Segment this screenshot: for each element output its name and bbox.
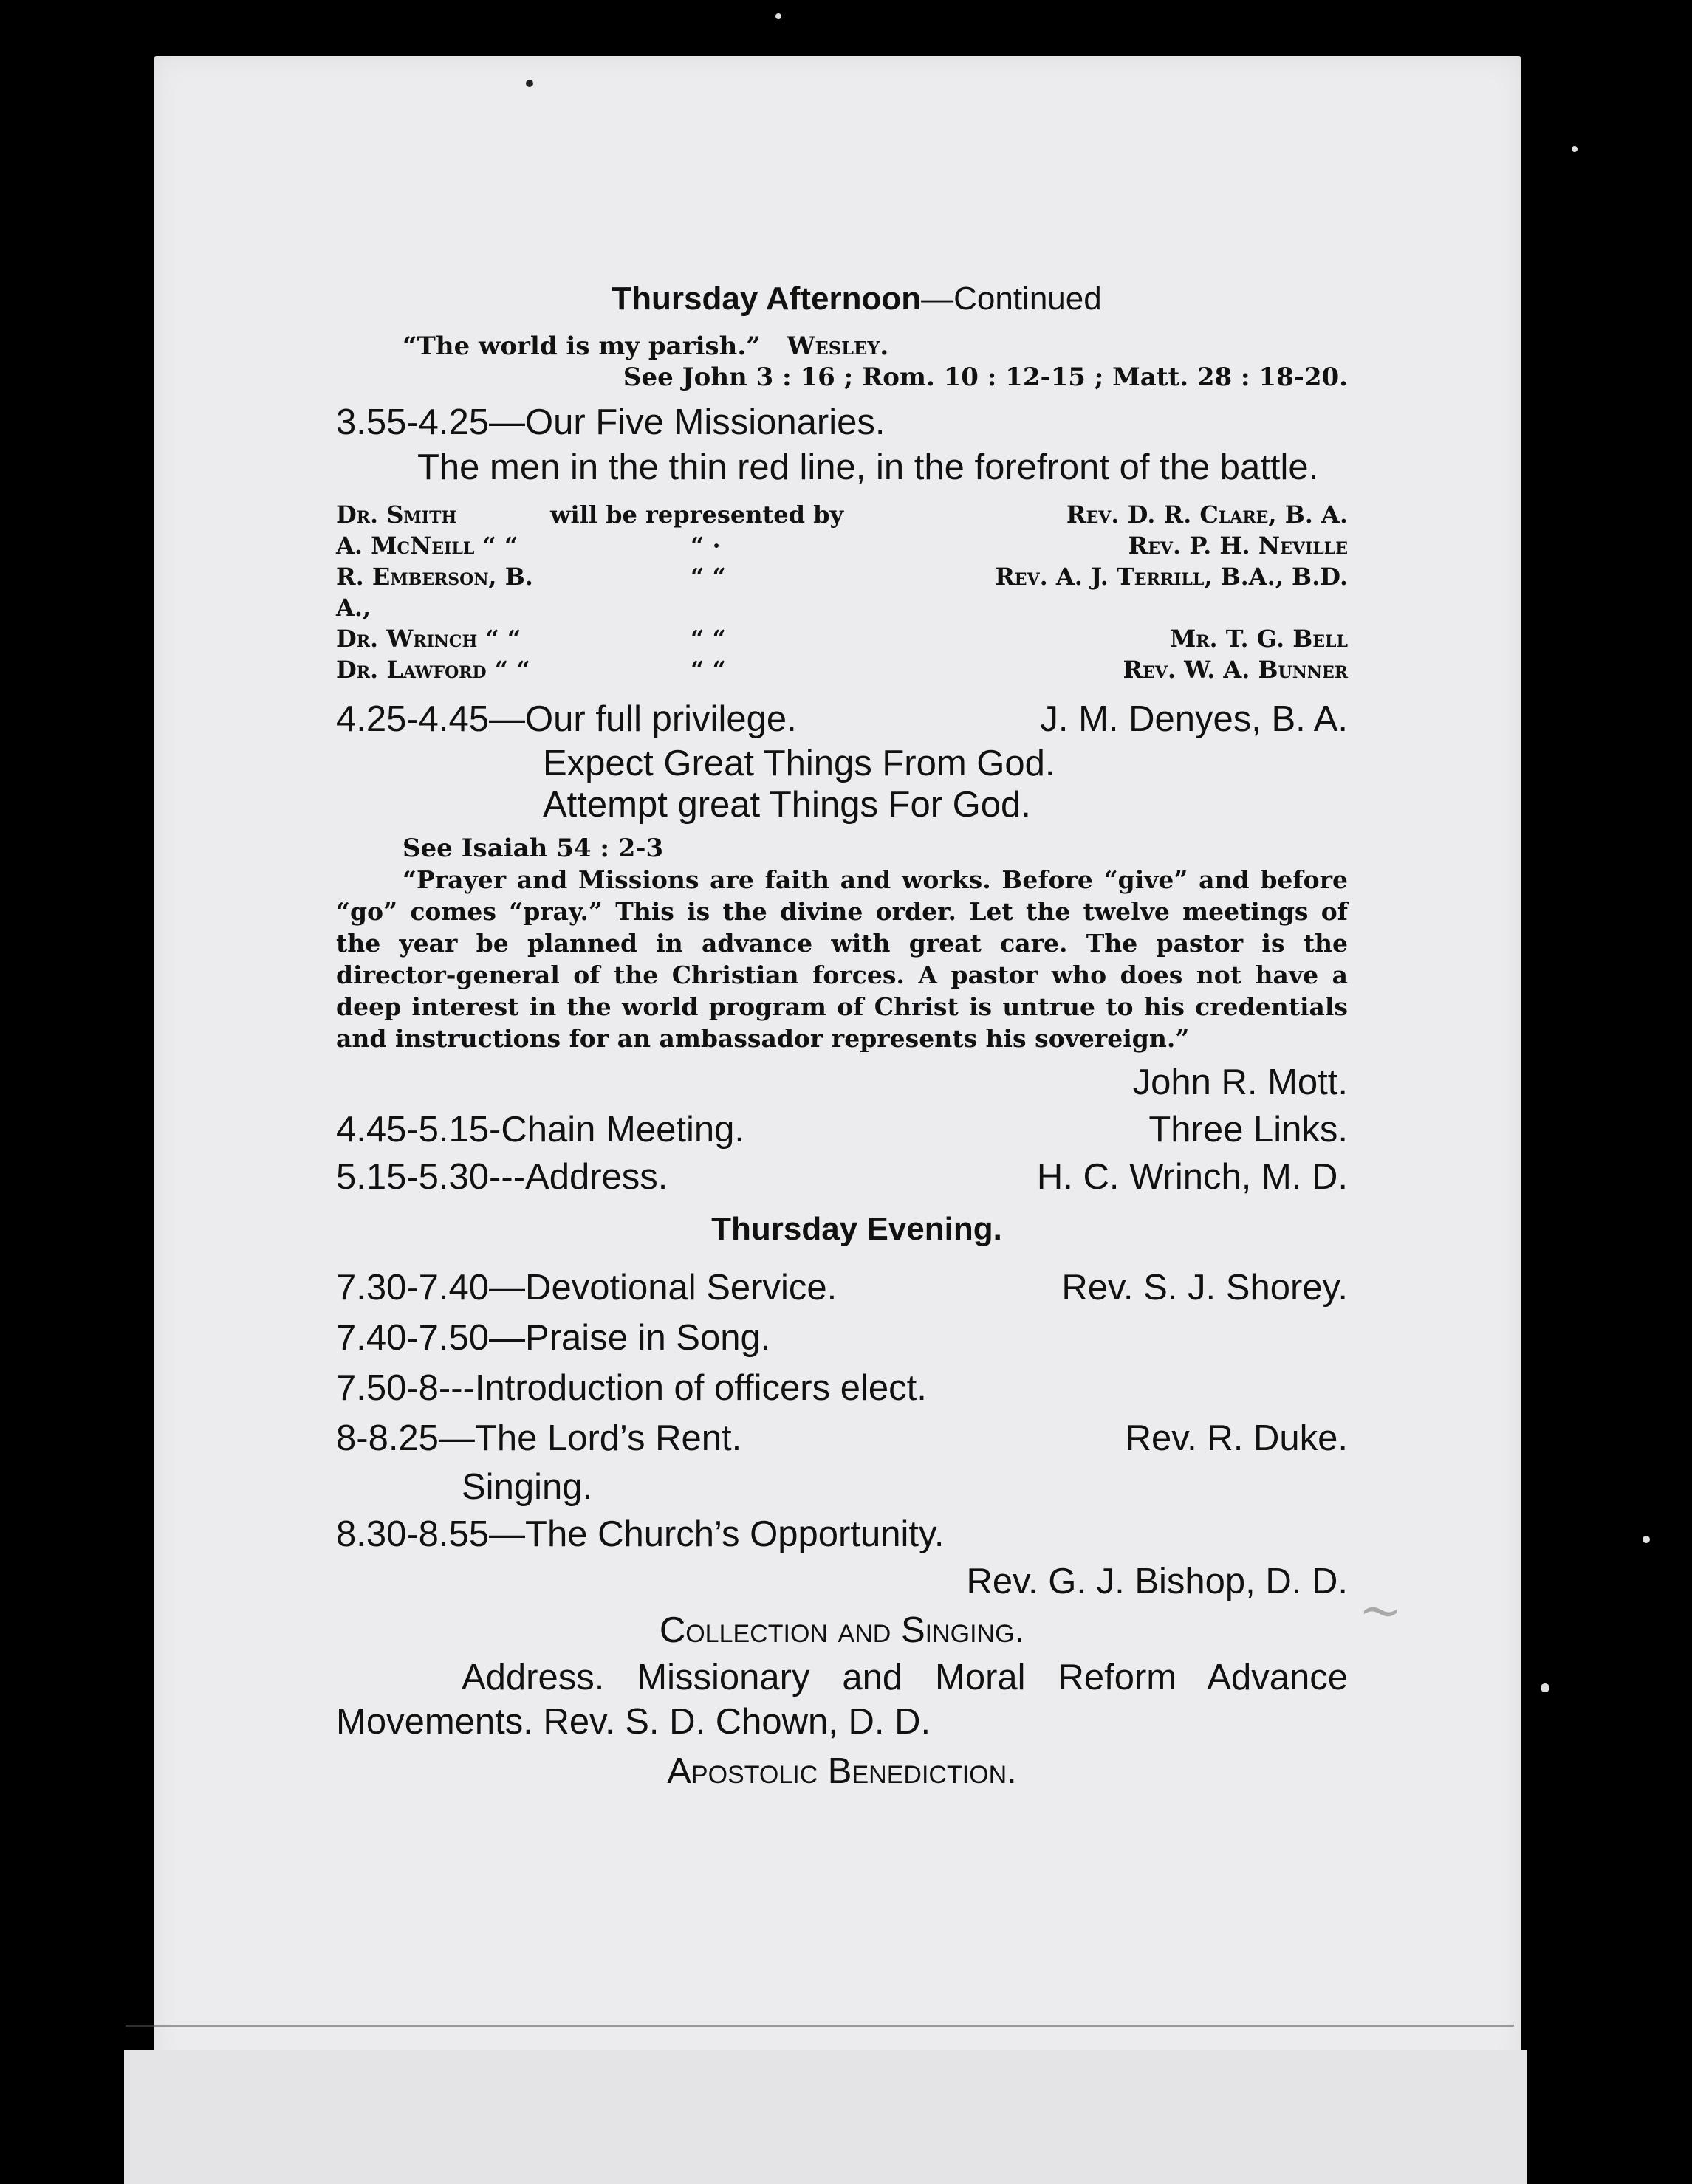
evening-item: 8-8.25—The Lord’s Rent. [336, 1418, 742, 1458]
heading-continued: —Continued [921, 281, 1102, 317]
evening-item: 7.40-7.50—Praise in Song. [336, 1318, 771, 1358]
film-speck [1643, 1536, 1650, 1543]
rep-mid: “ “ [691, 563, 726, 591]
ink-speck [526, 80, 533, 87]
motto-refs: See John 3 : 16 ; Rom. 10 : 12-15 ; Matt. 28 : 18-20. [623, 363, 1348, 392]
opportunity-speaker: Rev. G. J. Bishop, D. D. [966, 1562, 1348, 1601]
item-privilege-speaker: J. M. Denyes, B. A. [1040, 699, 1348, 739]
rep-mid: “ · [691, 532, 721, 560]
item-privilege-title: 4.25-4.45—Our full privilege. [336, 699, 797, 739]
evening-row [336, 1413, 1348, 1463]
film-speck [1572, 146, 1578, 152]
rep-name: Dr. Wrinch “ “ [336, 625, 521, 653]
rep-name: R. Emberson, B. A., [336, 563, 533, 622]
carey-line-2: Attempt great Things For God. [543, 785, 1031, 825]
evening-item: 7.30-7.40—Devotional Service. [336, 1268, 838, 1308]
item-address-speaker: H. C. Wrinch, M. D. [1036, 1157, 1348, 1197]
evening-speaker: Rev. S. J. Shorey. [1061, 1268, 1348, 1308]
rep-substitute: Mr. T. G. Bell [1169, 625, 1348, 653]
rep-substitute: Rev. D. R. Clare, B. A. [1066, 501, 1348, 529]
opportunity-title: 8.30-8.55—The Church’s Opportunity. [336, 1514, 945, 1554]
item-address-title: 5.15-5.30---Address. [336, 1157, 668, 1197]
isaiah-ref: See Isaiah 54 : 2-3 [403, 834, 664, 863]
address-line: Address. Missionary and Moral Reform Advance Movements. Rev. S. D. Chown, D. D. [336, 1658, 1348, 1742]
rep-substitute: Rev. A. J. Terrill, B.A., B.D. [995, 563, 1348, 591]
rep-mid: “ “ [691, 625, 726, 653]
motto-quote: “The world is my parish.” [403, 332, 761, 361]
rep-substitute: Rev. W. A. Bunner [1123, 656, 1348, 684]
evening-row [336, 1263, 1348, 1313]
item-chain-title: 4.45-5.15-Chain Meeting. [336, 1110, 744, 1150]
item-chain-row [336, 1106, 1348, 1153]
carey-line-1: Expect Great Things From God. [543, 744, 1055, 783]
card-edge-line [126, 2025, 1514, 2027]
collection-line: Collection and Singing. [659, 1610, 1025, 1650]
document-body [336, 281, 1348, 1799]
evening-heading: Thursday Evening. [711, 1211, 1002, 1247]
evening-row [336, 1363, 1348, 1413]
rep-name: Dr. Lawford “ “ [336, 656, 530, 684]
rep-substitute: Rev. P. H. Neville [1128, 532, 1348, 560]
rep-name: A. McNeill “ “ [336, 532, 518, 560]
film-speck [775, 13, 781, 19]
evening-speaker: Rev. R. Duke. [1125, 1418, 1348, 1458]
item-address-row [336, 1153, 1348, 1201]
singing-line: Singing. [462, 1467, 593, 1507]
film-speck [1541, 1683, 1549, 1692]
evening-item: 7.50-8---Introduction of officers elect. [336, 1368, 927, 1408]
rep-mid: will be represented by [550, 501, 844, 529]
card-bottom-strip [124, 2050, 1527, 2184]
handwritten-mark: ~ [1355, 1578, 1405, 1643]
mott-quote: “Prayer and Missions are faith and works. Before “give” and before “go” comes “pray.” This is the divine order. Let the twelve meetings of the year be planned in advance with great care. The pastor is the director-general of the Christian forces. A pastor who does not have a deep interest in the world program of Christ is untrue to his credentials and instructions for an ambassador represents his sovereign.” [336, 865, 1348, 1053]
motto-author: Wesley. [787, 332, 889, 361]
representation-table [336, 499, 1348, 685]
item-missionaries-title: 3.55-4.25—Our Five Missionaries. [336, 402, 886, 442]
rep-mid: “ “ [691, 656, 726, 684]
heading-bold: Thursday Afternoon [612, 281, 922, 317]
rep-name: Dr. Smith [336, 501, 457, 529]
mott-attribution: John R. Mott. [1132, 1062, 1348, 1102]
item-missionaries-desc: The men in the thin red line, in the forefront of the battle. [417, 447, 1319, 487]
benediction-line: Apostolic Benediction. [667, 1751, 1017, 1791]
item-privilege-row [336, 696, 1348, 743]
motto-line [403, 331, 1348, 362]
evening-row [336, 1313, 1348, 1363]
item-chain-right: Three Links. [1148, 1110, 1348, 1150]
page-heading [366, 281, 1348, 317]
